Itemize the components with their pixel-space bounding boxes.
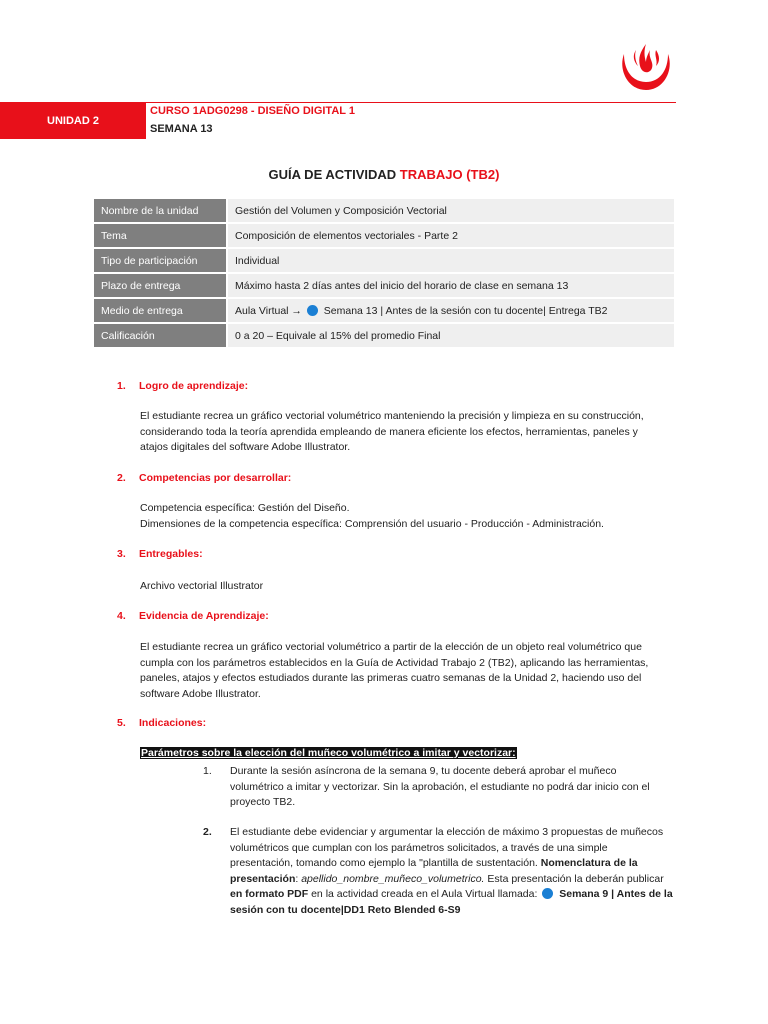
list-item-text [230, 825, 673, 918]
text-span: en la actividad creada en el Aula Virtual llamada: [311, 888, 538, 900]
section-number: 3. [117, 548, 126, 560]
row-key: Nombre de la unidad [94, 199, 228, 222]
section-body [140, 501, 650, 532]
text-line [230, 887, 673, 903]
row-value: Individual [228, 249, 674, 272]
row-key: Tema [94, 224, 228, 247]
guide-title-highlight: TRABAJO (TB2) [399, 167, 500, 182]
delivery-prefix: Aula Virtual → [235, 304, 302, 317]
table-row [94, 274, 674, 297]
list-item [203, 825, 673, 918]
pdf-format-label: en formato PDF [230, 888, 309, 900]
row-value: Gestión del Volumen y Composición Vectorial [228, 199, 674, 222]
text-line: cumpla con los parámetros establecidos en la Guía de Actividad Trabajo 2 (TB2), aplicando las herramientas, [140, 656, 649, 669]
section-heading [117, 717, 206, 729]
text-line: volumétrico a imitar y vectorizar. Sin la aprobación, el estudiante no podrá dar inicio con el [230, 780, 650, 793]
unit-badge: UNIDAD 2 [0, 102, 146, 139]
section-title: Indicaciones: [139, 717, 207, 729]
header-divider [146, 102, 676, 103]
table-row [94, 199, 674, 222]
text-line: paneles, atajos y efectos estudiados durante las primeras cuatro semanas de la Unidad 2, haciendo uso del [140, 672, 642, 684]
university-logo-icon [618, 40, 674, 92]
text-line: Competencia específica: Gestión del Diseño. [140, 502, 350, 514]
delivery-path: Semana 13 | Antes de la sesión con tu docente| Entrega TB2 [323, 304, 608, 317]
file-name-pattern: apellido_nombre_muñeco_volumetrico. [301, 872, 485, 885]
text-line: atajos digitales del software Adobe Illustrator. [140, 441, 351, 453]
nomenclature-label-end: presentación [230, 872, 296, 885]
section-body [140, 409, 650, 456]
table-row [94, 299, 674, 322]
section-title: Entregables: [139, 548, 203, 560]
section-title: Evidencia de Aprendizaje: [139, 610, 269, 622]
text-span: presentación, tomando como ejemplo la "plantilla de sustentación. [230, 857, 538, 869]
section-heading [117, 472, 291, 484]
row-value: 0 a 20 – Equivale al 15% del promedio Final [228, 324, 674, 347]
text-line: volumétricos que cumplan con los parámetros solicitados, a través de una simple [230, 841, 608, 854]
section-number: 1. [117, 380, 126, 392]
text-line: Archivo vectorial Illustrator [140, 580, 264, 592]
section-number: 4. [117, 610, 126, 622]
blue-circle-icon [307, 305, 318, 316]
list-item-number: 2. [203, 826, 212, 838]
row-key: Plazo de entrega [94, 274, 228, 297]
section-title: Competencias por desarrollar: [139, 472, 292, 484]
text-line: software Adobe Illustrator. [140, 687, 261, 700]
text-line: El estudiante recrea un gráfico vectorial volumétrico manteniendo la precisión y limpieza en su construcción, [140, 410, 644, 422]
section-body [140, 579, 650, 595]
nomenclature-label: Nomenclatura de la [540, 857, 638, 869]
text-line: Durante la sesión asíncrona de la semana 9, tu docente deberá aprobar el muñeco [230, 765, 617, 777]
course-title: CURSO 1ADG0298 - DISEÑO DIGITAL 1 [150, 105, 355, 117]
list-item-text [230, 764, 673, 811]
section-number: 5. [117, 717, 126, 729]
table-row [94, 324, 674, 347]
row-value: Máximo hasta 2 días antes del inicio del horario de clase en semana 13 [228, 274, 674, 297]
text-line [230, 872, 673, 888]
text-line: El estudiante debe evidenciar y argumentar la elección de máximo 3 propuestas de muñecos [230, 826, 664, 838]
text-line: sesión con tu docente|DD1 Reto Blended 6-S9 [230, 903, 461, 916]
section-heading [117, 380, 248, 392]
section-title: Logro de aprendizaje: [139, 380, 249, 392]
table-row [94, 224, 674, 247]
text-line: El estudiante recrea un gráfico vectorial volumétrico a partir de la elección de un objeto real volumétrico que [140, 641, 642, 653]
table-row [94, 249, 674, 272]
section-heading [117, 610, 269, 622]
row-key: Tipo de participación [94, 249, 228, 272]
list-item-number: 1. [203, 765, 212, 777]
text-line: considerando toda la teoría aprendida empleando de manera eficiente los efectos, herramientas, paneles y [140, 425, 638, 438]
row-value: Composición de elementos vectoriales - Parte 2 [228, 224, 674, 247]
row-value [228, 299, 674, 322]
parameters-subheading: Parámetros sobre la elección del muñeco volumétrico a imitar y vectorizar: [141, 747, 516, 759]
guide-title-prefix: GUÍA DE ACTIVIDAD [268, 167, 397, 182]
list-item [203, 764, 673, 811]
text-line: Dimensiones de la competencia específica: Comprensión del usuario - Producción - Administración. [140, 517, 604, 530]
section-body [140, 640, 650, 702]
text-line [230, 856, 673, 872]
activity-info-table [94, 197, 674, 349]
text-span: Esta presentación la deberán publicar [487, 872, 664, 885]
section-number: 2. [117, 472, 126, 484]
text-span: : [295, 872, 299, 885]
blue-circle-icon [542, 888, 553, 899]
row-key: Calificación [94, 324, 228, 347]
activity-path: Semana 9 | Antes de la [559, 888, 673, 900]
text-line: proyecto TB2. [230, 796, 296, 808]
row-key: Medio de entrega [94, 299, 228, 322]
guide-title [0, 167, 768, 182]
section-heading [117, 548, 203, 560]
week-label: SEMANA 13 [150, 123, 213, 135]
